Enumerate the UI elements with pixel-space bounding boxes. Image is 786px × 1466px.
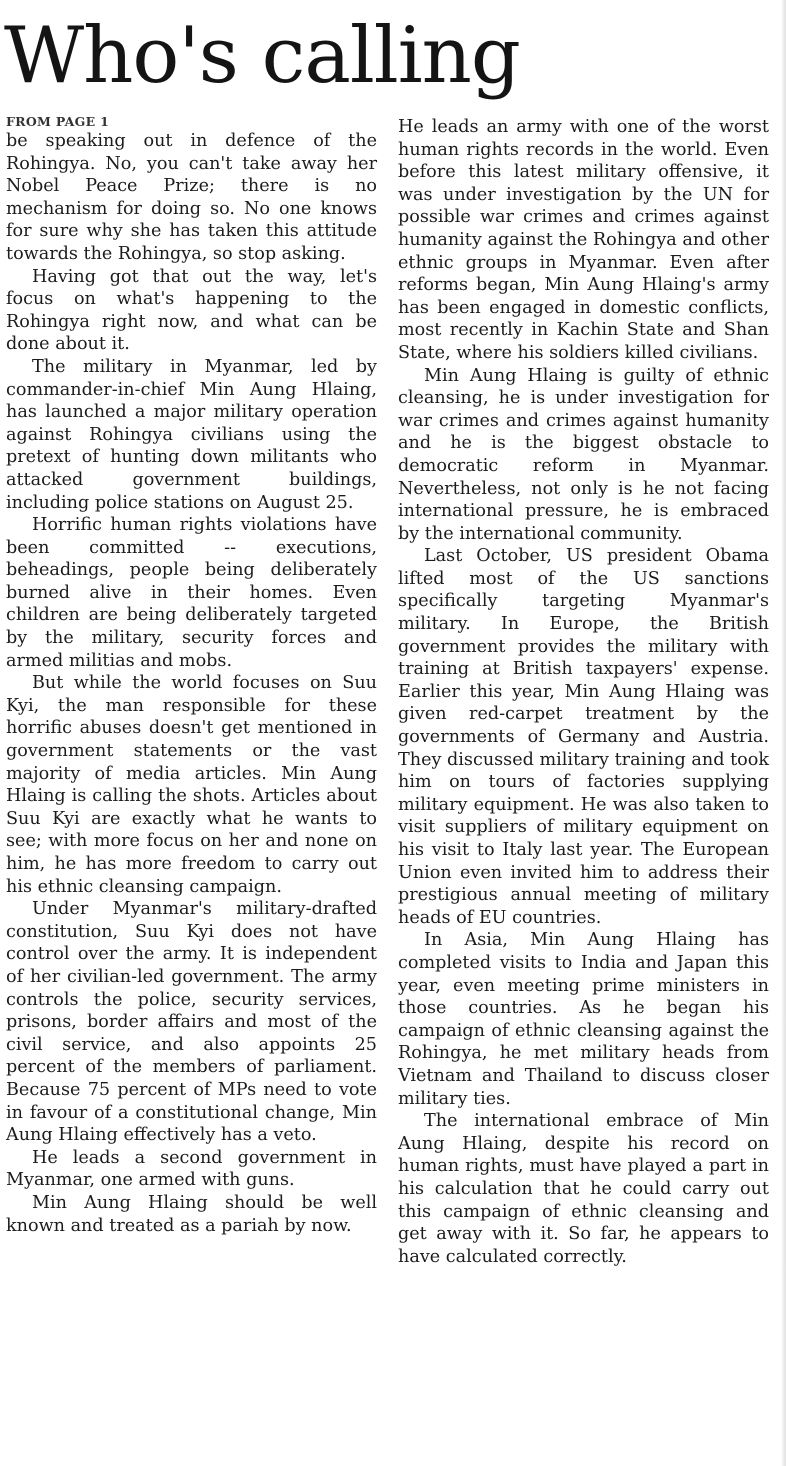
paragraph: be speaking out in defence of the Rohingya. No, you can't take away her Nobel Peace Prize; there is no mechanism for doing so. No one knows for sure why she has taken this attitude towards the Rohingya, so stop asking.: [6, 131, 377, 264]
paragraph: Min Aung Hlaing should be well known and treated as a pariah by now.: [6, 1192, 377, 1236]
page-edge-divider: [782, 0, 786, 1466]
article-column-left: [6, 114, 377, 1237]
paragraph: In Asia, Min Aung Hlaing has completed visits to India and Japan this year, even meeting prime ministers in those countries. As he began his campaign of ethnic cleansing against the Rohingya, he met military heads from Vietnam and Thailand to discuss closer military ties.: [398, 930, 769, 1109]
paragraph: The military in Myanmar, led by commander-in-chief Min Aung Hlaing, has launched a major military operation against Rohingya civilians using the pretext of hunting down militants who attacked government buildings, including police stations on August 25.: [6, 356, 377, 513]
headline: Who's calling: [4, 11, 520, 101]
paragraph: Having got that out the way, let's focus on what's happening to the Rohingya right now, and what can be done about it.: [6, 266, 377, 355]
paragraph: Min Aung Hlaing is guilty of ethnic cleansing, he is under investigation for war crimes and crimes against humanity and he is the biggest obstacle to democratic reform in Myanmar. Nevertheless, not only is he not facing international pressure, he is embraced by the international community.: [398, 365, 769, 544]
paragraph: Last October, US president Obama lifted most of the US sanctions specifically targeting Myanmar's military. In Europe, the British government provides the military with training at British taxpayers' expense. Earlier this year, Min Aung Hlaing was given red-carpet treatment by the governments of Germany and Austria. They discussed military training and took him on tours of factories supplying military equipment. He was also taken to visit suppliers of military equipment on his visit to Italy last year. The European Union even invited him to address their prestigious annual meeting of military heads of EU countries.: [398, 546, 769, 928]
article-column-right: [398, 116, 769, 1268]
paragraph: He leads a second government in Myanmar, one armed with guns.: [6, 1147, 377, 1191]
paragraph: He leads an army with one of the worst human rights records in the world. Even before this latest military offensive, it was under investigation by the UN for possible war crimes and crimes against humanity against the Rohingya and other ethnic groups in Myanmar. Even after reforms began, Min Aung Hlaing's army has been engaged in domestic conflicts, most recently in Kachin State and Shan State, where his soldiers killed civilians.: [398, 117, 769, 363]
paragraph: The international embrace of Min Aung Hlaing, despite his record on human rights, must have played a part in his calculation that he could carry out this campaign of ethnic cleansing and get away with it. So far, he appears to have calculated correctly.: [398, 1111, 769, 1267]
paragraph: Horrific human rights violations have been committed -- executions, beheadings, people being deliberately burned alive in their homes. Even children are being deliberately targeted by the military, security forces and armed militias and mobs.: [6, 515, 377, 671]
paragraph: Under Myanmar's military-drafted constitution, Suu Kyi does not have control over the army. It is independent of her civilian-led government. The army controls the police, security services, prisons, border affairs and most of the civil service, and also appoints 25 percent of the members of parliament. Because 75 percent of MPs need to vote in favour of a constitutional change, Min Aung Hlaing effectively has a veto.: [6, 899, 377, 1146]
paragraph: But while the world focuses on Suu Kyi, the man responsible for these horrific abuses doesn't get mentioned in government statements or the vast majority of media articles. Min Aung Hlaing is calling the shots. Articles about Suu Kyi are exactly what he wants to see; with more focus on her and none on him, he has more freedom to carry out his ethnic cleansing campaign.: [6, 673, 377, 897]
continuation-label: FROM PAGE 1: [6, 114, 110, 129]
